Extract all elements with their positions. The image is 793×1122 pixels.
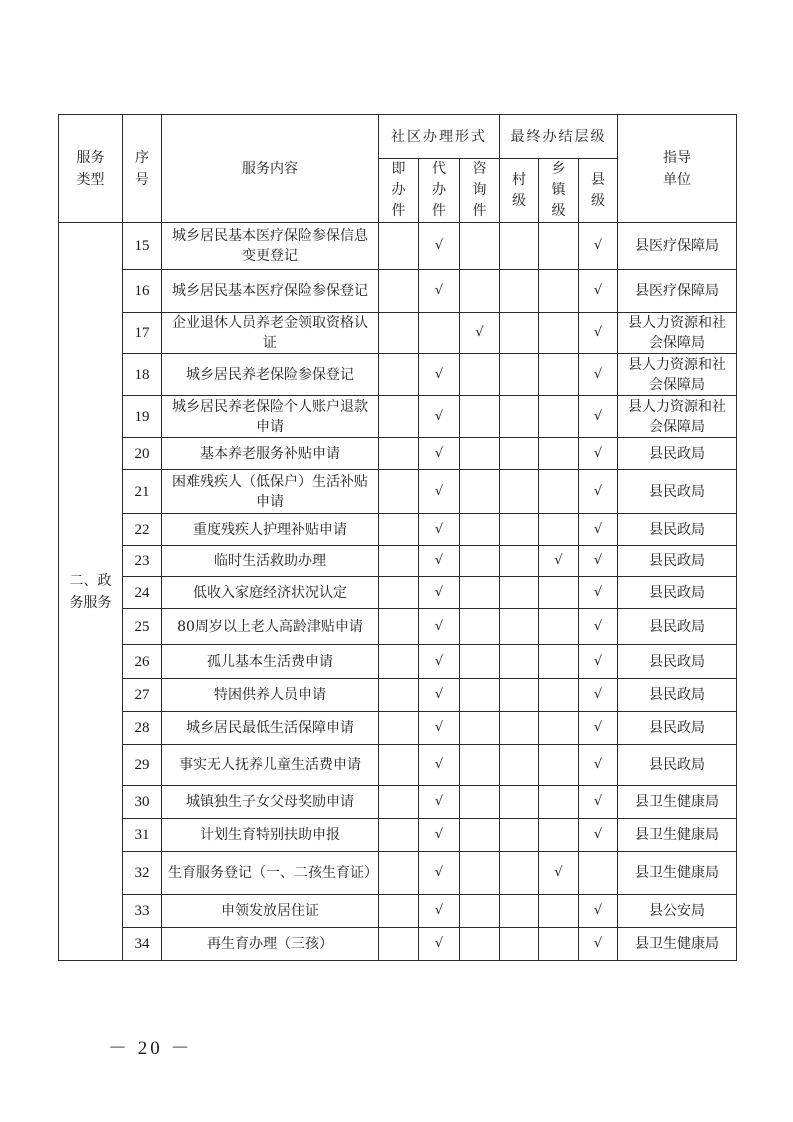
guide-unit: 县公安局 — [618, 895, 737, 928]
guide-unit: 县民政局 — [618, 577, 737, 609]
row-number: 25 — [123, 609, 162, 645]
mark-county: √ — [579, 438, 618, 470]
mark-township — [539, 786, 579, 819]
service-content: 城乡居民养老保险个人账户退款申请 — [162, 396, 379, 438]
row-number: 15 — [123, 223, 162, 270]
mark-township — [539, 679, 579, 712]
header-sub-immediate: 即办件 — [379, 159, 419, 223]
table-row — [59, 852, 737, 895]
mark-township — [539, 819, 579, 852]
row-number: 22 — [123, 514, 162, 546]
mark-township — [539, 514, 579, 546]
mark-township — [539, 928, 579, 961]
guide-unit: 县民政局 — [618, 514, 737, 546]
service-type-cell — [59, 223, 123, 961]
row-number: 31 — [123, 819, 162, 852]
service-content: 城乡居民基本医疗保险参保登记 — [162, 270, 379, 313]
row-number: 27 — [123, 679, 162, 712]
mark-county: √ — [579, 645, 618, 679]
mark-consult — [460, 679, 500, 712]
mark-immediate — [379, 396, 419, 438]
mark-township — [539, 270, 579, 313]
table-row — [59, 396, 737, 438]
guide-unit: 县民政局 — [618, 712, 737, 745]
table-row — [59, 313, 737, 354]
mark-county: √ — [579, 470, 618, 514]
service-content: 特困供养人员申请 — [162, 679, 379, 712]
row-number: 18 — [123, 354, 162, 396]
service-content: 城镇独生子女父母奖励申请 — [162, 786, 379, 819]
mark-county: √ — [579, 745, 618, 786]
mark-immediate — [379, 270, 419, 313]
service-content: 城乡居民基本医疗保险参保信息变更登记 — [162, 223, 379, 270]
service-content: 申领发放居住证 — [162, 895, 379, 928]
mark-immediate — [379, 928, 419, 961]
guide-unit: 县人力资源和社会保障局 — [618, 313, 737, 354]
mark-county: √ — [579, 609, 618, 645]
guide-unit: 县医疗保障局 — [618, 223, 737, 270]
table-row — [59, 745, 737, 786]
row-number: 21 — [123, 470, 162, 514]
guide-unit: 县民政局 — [618, 645, 737, 679]
mark-agent: √ — [419, 354, 460, 396]
mark-township — [539, 354, 579, 396]
mark-agent: √ — [419, 609, 460, 645]
mark-township: √ — [539, 546, 579, 577]
mark-village — [500, 928, 539, 961]
mark-village — [500, 712, 539, 745]
mark-county — [579, 852, 618, 895]
header-final-level: 最终办结层级 — [500, 115, 618, 159]
row-number: 26 — [123, 645, 162, 679]
mark-county: √ — [579, 546, 618, 577]
row-number: 16 — [123, 270, 162, 313]
mark-village — [500, 313, 539, 354]
guide-unit: 县医疗保障局 — [618, 270, 737, 313]
service-content: 再生育办理（三孩） — [162, 928, 379, 961]
mark-agent: √ — [419, 786, 460, 819]
mark-consult — [460, 609, 500, 645]
guide-unit: 县民政局 — [618, 470, 737, 514]
mark-agent: √ — [419, 270, 460, 313]
mark-village — [500, 514, 539, 546]
mark-county: √ — [579, 786, 618, 819]
mark-township — [539, 396, 579, 438]
guide-unit: 县民政局 — [618, 546, 737, 577]
guide-unit: 县卫生健康局 — [618, 852, 737, 895]
table-row — [59, 470, 737, 514]
service-content: 城乡居民养老保险参保登记 — [162, 354, 379, 396]
mark-consult — [460, 712, 500, 745]
service-content: 企业退休人员养老金领取资格认证 — [162, 313, 379, 354]
guide-unit: 县卫生健康局 — [618, 819, 737, 852]
guide-unit: 县民政局 — [618, 438, 737, 470]
table-row — [59, 679, 737, 712]
mark-agent: √ — [419, 438, 460, 470]
mark-county: √ — [579, 679, 618, 712]
mark-consult — [460, 928, 500, 961]
row-number: 33 — [123, 895, 162, 928]
mark-village — [500, 895, 539, 928]
guide-unit: 县人力资源和社会保障局 — [618, 396, 737, 438]
mark-county: √ — [579, 928, 618, 961]
mark-immediate — [379, 745, 419, 786]
mark-county: √ — [579, 396, 618, 438]
table-row — [59, 609, 737, 645]
mark-agent: √ — [419, 645, 460, 679]
mark-agent: √ — [419, 852, 460, 895]
row-number: 30 — [123, 786, 162, 819]
mark-immediate — [379, 609, 419, 645]
page-number: － 20 － — [108, 1038, 193, 1059]
header-sub-county: 县级 — [579, 159, 618, 223]
header-service-type: 服务 类型 — [59, 115, 123, 223]
mark-immediate — [379, 819, 419, 852]
mark-county: √ — [579, 712, 618, 745]
guide-unit: 县卫生健康局 — [618, 928, 737, 961]
mark-agent: √ — [419, 223, 460, 270]
mark-consult — [460, 577, 500, 609]
mark-consult — [460, 645, 500, 679]
header-sub-village: 村级 — [500, 159, 539, 223]
mark-agent: √ — [419, 514, 460, 546]
table-row — [59, 354, 737, 396]
service-content: 事实无人抚养儿童生活费申请 — [162, 745, 379, 786]
mark-consult — [460, 514, 500, 546]
row-number: 29 — [123, 745, 162, 786]
mark-immediate — [379, 546, 419, 577]
table-row — [59, 819, 737, 852]
row-number: 19 — [123, 396, 162, 438]
mark-immediate — [379, 223, 419, 270]
mark-consult: √ — [460, 313, 500, 354]
mark-township: √ — [539, 852, 579, 895]
mark-immediate — [379, 895, 419, 928]
mark-township — [539, 645, 579, 679]
mark-agent: √ — [419, 679, 460, 712]
table-row — [59, 438, 737, 470]
mark-consult — [460, 470, 500, 514]
table-row — [59, 577, 737, 609]
service-content: 低收入家庭经济状况认定 — [162, 577, 379, 609]
mark-village — [500, 438, 539, 470]
mark-village — [500, 396, 539, 438]
mark-county: √ — [579, 270, 618, 313]
mark-township — [539, 609, 579, 645]
mark-consult — [460, 354, 500, 396]
mark-township — [539, 712, 579, 745]
header-guide-unit: 指导 单位 — [618, 115, 737, 223]
service-content: 生育服务登记（一、二孩生育证） — [162, 852, 379, 895]
header-sub-agent: 代办件 — [419, 159, 460, 223]
service-content: 困难残疾人（低保户）生活补贴申请 — [162, 470, 379, 514]
table-body — [59, 223, 737, 961]
row-number: 24 — [123, 577, 162, 609]
mark-village — [500, 354, 539, 396]
mark-county: √ — [579, 223, 618, 270]
mark-county: √ — [579, 514, 618, 546]
mark-consult — [460, 745, 500, 786]
table-row — [59, 270, 737, 313]
service-content: 城乡居民最低生活保障申请 — [162, 712, 379, 745]
mark-immediate — [379, 712, 419, 745]
mark-village — [500, 577, 539, 609]
table-row — [59, 514, 737, 546]
mark-consult — [460, 786, 500, 819]
mark-consult — [460, 438, 500, 470]
mark-consult — [460, 396, 500, 438]
row-number: 28 — [123, 712, 162, 745]
header-sub-township: 乡镇级 — [539, 159, 579, 223]
mark-immediate — [379, 354, 419, 396]
header-row-1 — [59, 115, 737, 159]
mark-consult — [460, 546, 500, 577]
service-content: 基本养老服务补贴申请 — [162, 438, 379, 470]
mark-village — [500, 786, 539, 819]
mark-county: √ — [579, 895, 618, 928]
mark-consult — [460, 895, 500, 928]
guide-unit: 县民政局 — [618, 745, 737, 786]
mark-village — [500, 679, 539, 712]
mark-consult — [460, 223, 500, 270]
guide-unit: 县卫生健康局 — [618, 786, 737, 819]
table-row — [59, 786, 737, 819]
service-content: 孤儿基本生活费申请 — [162, 645, 379, 679]
mark-immediate — [379, 577, 419, 609]
mark-township — [539, 745, 579, 786]
mark-agent: √ — [419, 470, 460, 514]
mark-township — [539, 577, 579, 609]
mark-consult — [460, 270, 500, 313]
mark-immediate — [379, 470, 419, 514]
table-row — [59, 928, 737, 961]
mark-agent: √ — [419, 928, 460, 961]
mark-consult — [460, 852, 500, 895]
service-content: 80周岁以上老人高龄津贴申请 — [162, 609, 379, 645]
row-number: 32 — [123, 852, 162, 895]
service-content: 临时生活救助办理 — [162, 546, 379, 577]
table-row — [59, 895, 737, 928]
mark-agent: √ — [419, 396, 460, 438]
row-number: 34 — [123, 928, 162, 961]
mark-agent: √ — [419, 745, 460, 786]
mark-village — [500, 470, 539, 514]
mark-township — [539, 470, 579, 514]
mark-agent: √ — [419, 546, 460, 577]
header-community-form: 社区办理形式 — [379, 115, 500, 159]
mark-county: √ — [579, 577, 618, 609]
guide-unit: 县民政局 — [618, 609, 737, 645]
mark-immediate — [379, 679, 419, 712]
mark-township — [539, 223, 579, 270]
mark-village — [500, 852, 539, 895]
mark-village — [500, 819, 539, 852]
mark-village — [500, 270, 539, 313]
header-sub-consult: 咨询件 — [460, 159, 500, 223]
table-row — [59, 546, 737, 577]
mark-immediate — [379, 313, 419, 354]
mark-immediate — [379, 786, 419, 819]
mark-immediate — [379, 438, 419, 470]
mark-agent: √ — [419, 895, 460, 928]
mark-village — [500, 645, 539, 679]
mark-township — [539, 438, 579, 470]
row-number: 20 — [123, 438, 162, 470]
mark-agent: √ — [419, 819, 460, 852]
guide-unit: 县民政局 — [618, 679, 737, 712]
mark-immediate — [379, 852, 419, 895]
table-row — [59, 712, 737, 745]
mark-county: √ — [579, 354, 618, 396]
guide-unit: 县人力资源和社会保障局 — [618, 354, 737, 396]
mark-county: √ — [579, 313, 618, 354]
mark-village — [500, 609, 539, 645]
mark-township — [539, 895, 579, 928]
service-content: 重度残疾人护理补贴申请 — [162, 514, 379, 546]
mark-consult — [460, 819, 500, 852]
mark-village — [500, 223, 539, 270]
mark-township — [539, 313, 579, 354]
mark-agent: √ — [419, 712, 460, 745]
row-number: 17 — [123, 313, 162, 354]
mark-agent — [419, 313, 460, 354]
row-number: 23 — [123, 546, 162, 577]
mark-immediate — [379, 645, 419, 679]
mark-village — [500, 745, 539, 786]
mark-county: √ — [579, 819, 618, 852]
header-seq: 序 号 — [123, 115, 162, 223]
service-content: 计划生育特别扶助申报 — [162, 819, 379, 852]
service-type-label: 二、政 务服务 — [69, 572, 112, 611]
services-table — [58, 114, 737, 961]
table-row — [59, 645, 737, 679]
header-content: 服务内容 — [162, 115, 379, 223]
mark-agent: √ — [419, 577, 460, 609]
mark-immediate — [379, 514, 419, 546]
mark-village — [500, 546, 539, 577]
table-row — [59, 223, 737, 270]
